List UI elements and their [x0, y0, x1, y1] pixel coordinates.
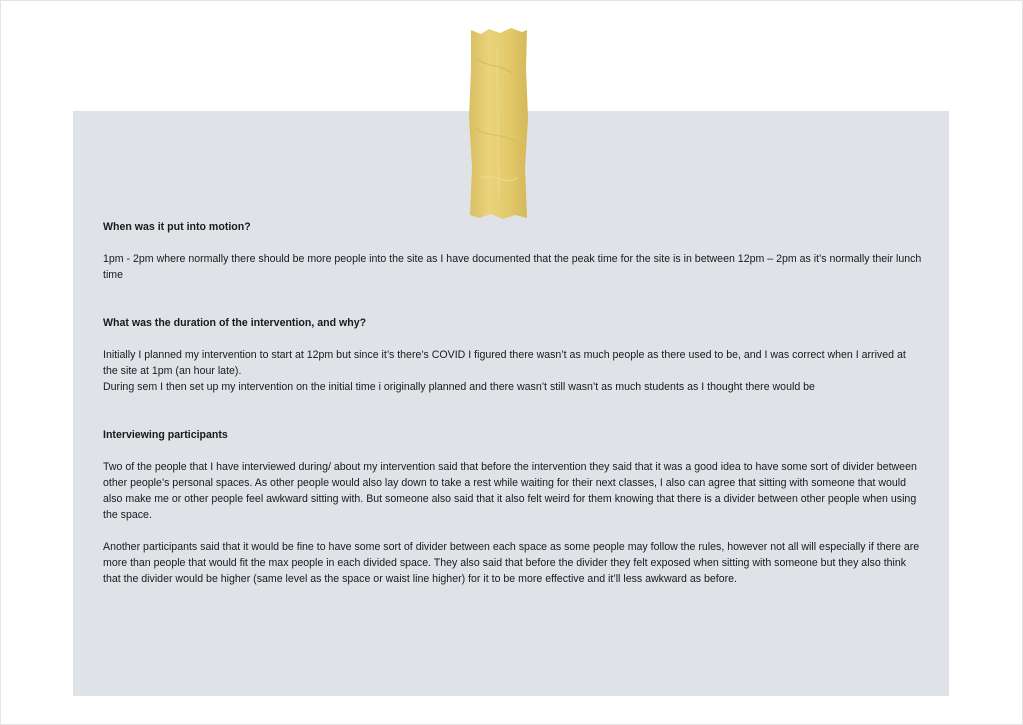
document-body	[103, 219, 923, 587]
section-paragraph: 1pm - 2pm where normally there should be more people into the site as I have documented that the peak time for the site is in between 12pm – 2pm as it’s normally their lunch time	[103, 253, 922, 281]
section-heading-duration: What was the duration of the intervention, and why?	[103, 317, 367, 329]
section-paragraph: Another participants said that it would be fine to have some sort of divider between each space as some people may follow the rules, however not all will especially if there are more than people that would fit the max people in each divided space. They also said that before the divider they felt exposed when sitting with someone but they also think that the divider would be higher (same level as the space or waist line higher) for it to be more effective and it’ll less awkward as before.	[103, 541, 920, 585]
section-heading-interviewing: Interviewing participants	[103, 429, 228, 441]
section-paragraph: Initially I planned my intervention to start at 12pm but since it’s there’s COVID I figured there wasn’t as much people as there used to be, and I was correct when I arrived at the site at 1pm (an hour late).	[103, 349, 906, 377]
section-heading-motion: When was it put into motion?	[103, 221, 251, 233]
tape-decoration	[467, 28, 529, 220]
section-paragraph: During sem I then set up my intervention on the initial time i originally planned and there wasn’t still wasn’t as much students as I thought there would be	[103, 381, 815, 393]
section-paragraph: Two of the people that I have interviewed during/ about my intervention said that before the intervention they said that it was a good idea to have some sort of divider between other people’s personal spaces. As other people would also lay down to take a rest while waiting for their next classes, I also can agree that sitting with someone that would also make me or other people feel awkward sitting with. But someone also said that it also felt weird for them knowing that there is a divider between other people when using the space.	[103, 461, 917, 521]
